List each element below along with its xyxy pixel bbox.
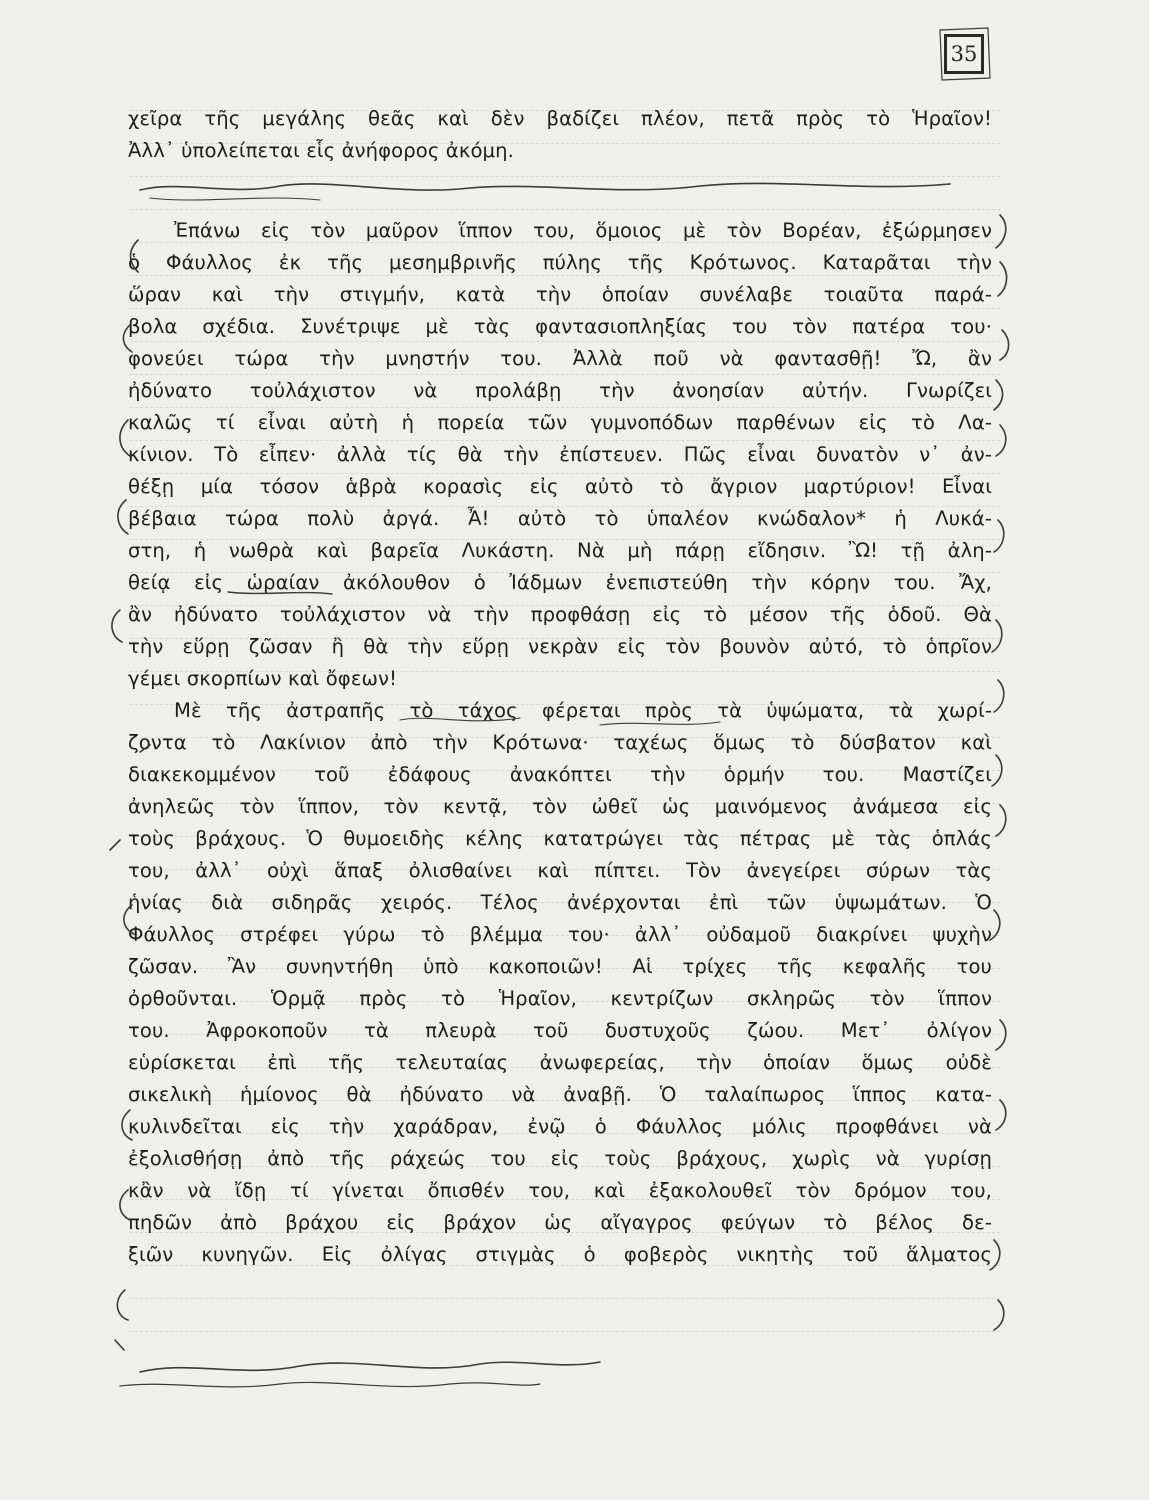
text-line: εὑρίσκεται ἐπὶ τῆς τελευταίας ἀνωφερείας, τὴν ὁποίαν ὅμως οὐδὲ <box>128 1051 992 1074</box>
text-line: ἠδύνατο τοὐλάχιστον νὰ προλάβῃ τὴν ἀνοησίαν αὐτήν. Γνωρίζει <box>128 379 992 402</box>
section-break <box>128 167 992 215</box>
text-line: ἡνίας διὰ σιδηρᾶς χειρός. Τέλος ἀνέρχονται ἐπὶ τῶν ὑψωμάτων. Ὁ <box>128 891 992 914</box>
page-number: 35 <box>944 34 984 74</box>
text-line: του. Ἀφροκοποῦν τὰ πλευρὰ τοῦ δυστυχοῦς ζώου. Μετ᾽ ὀλίγον <box>128 1019 992 1042</box>
right-margin-marks <box>990 215 1009 1330</box>
text-line: βολα σχέδια. Συνέτριψε μὲ τὰς φαντασιοπληξίας του τὸν πατέρα του· <box>128 315 992 338</box>
text-line: σικελικὴ ἡμίονος θὰ ἠδύνατο νὰ ἀναβῇ. Ὁ ταλαίπωρος ἵππος κατα- <box>128 1083 992 1106</box>
text-line: φονεύει τώρα τὴν μνηστήν του. Ἀλλὰ ποῦ νὰ φαντασθῇ! Ὤ, ἂν <box>128 347 992 370</box>
text-line: στη, ἡ νωθρὰ καὶ βαρεῖα Λυκάστη. Νὰ μὴ πάρῃ εἴδησιν. Ὢ! τῇ ἀλη- <box>128 539 992 562</box>
paragraph <box>128 215 992 695</box>
text-line: Ἀλλ᾽ ὑπολείπεται εἷς ἀνήφορος ἀκόμη. <box>128 139 514 162</box>
paragraph <box>128 103 992 167</box>
text-line: ζῶσαν. Ἂν συνηντήθη ὑπὸ κακοποιῶν! Αἱ τρίχες τῆς κεφαλῆς του <box>128 955 992 978</box>
text-line: τὴν εὕρῃ ζῶσαν ἢ θὰ τὴν εὕρῃ νεκρὰν εἰς τὸν βουνὸν αὐτό, τὸ ὁπρῖον <box>128 635 992 658</box>
text-line: ξιῶν κυνηγῶν. Εἰς ὀλίγας στιγμὰς ὁ φοβερὸς νικητὴς τοῦ ἅλματος <box>128 1243 992 1266</box>
text-line: καλῶς τί εἶναι αὐτὴ ἡ πορεία τῶν γυμνοπόδων παρθένων εἰς τὸ Λα- <box>128 411 992 434</box>
text-line: ὥραν καὶ τὴν στιγμήν, κατὰ τὴν ὁποίαν συνέλαβε τοιαῦτα παρά- <box>128 283 992 306</box>
text-line: ἀνηλεῶς τὸν ἵππον, τὸν κεντᾷ, τὸν ὠθεῖ ὡς μαινόμενος ἀνάμεσα εἰς <box>128 795 992 818</box>
text-line: ζοντα τὸ Λακίνιον ἀπὸ τὴν Κρότωνα· ταχέως ὅμως τὸ δύσβατον καὶ <box>128 731 992 754</box>
bottom-flourish-2 <box>120 1382 540 1386</box>
bottom-flourish <box>140 1362 600 1372</box>
text-line: ἐξολισθήσῃ ἀπὸ τῆς ράχεώς του εἰς τοὺς βράχους, χωρὶς νὰ γυρίσῃ <box>128 1147 992 1170</box>
text-line: ὁ Φάυλλος ἐκ τῆς μεσημβρινῆς πύλης τῆς Κρότωνος. Καταρᾶται τὴν <box>128 251 992 274</box>
text-line: κυλινδεῖται εἰς τὴν χαράδραν, ἐνῷ ὁ Φάυλλος μόλις προφθάνει νὰ <box>128 1115 992 1138</box>
text-line: ὀρθοῦνται. Ὁρμᾷ πρὸς τὸ Ἡραῖον, κεντρίζων σκληρῶς τὸν ἵππον <box>128 987 992 1010</box>
text-line: γέμει σκορπίων καὶ ὄφεων! <box>128 667 398 690</box>
text-line: θέξῃ μία τόσον ἁβρὰ κορασὶς εἰς αὐτὸ τὸ ἄγριον μαρτύριον! Εἶναι <box>128 475 992 498</box>
text-line: διακεκομμένον τοῦ ἐδάφους ἀνακόπτει τὴν ὁρμήν του. Μαστίζει <box>128 763 992 786</box>
text-line: ἂν ἠδύνατο τοὐλάχιστον νὰ τὴν προφθάσῃ εἰς τὸ μέσον τῆς ὁδοῦ. Θὰ <box>128 603 992 626</box>
paragraph <box>128 695 992 1271</box>
text-line: Ἐπάνω εἰς τὸν μαῦρον ἵππον του, ὅμοιος μὲ τὸν Βορέαν, ἐξώρμησεν <box>174 219 992 242</box>
text-line: κἂν νὰ ἴδῃ τί γίνεται ὄπισθέν του, καὶ ἐξακολουθεῖ τὸν δρόμον του, <box>128 1179 992 1202</box>
body-text <box>128 103 992 1271</box>
text-line: χεῖρα τῆς μεγάλης θεᾶς καὶ δὲν βαδίζει πλέον, πετᾶ πρὸς τὸ Ἡραῖον! <box>128 107 992 130</box>
text-line: Μὲ τῆς ἀστραπῆς τὸ τάχος φέρεται πρὸς τὰ ὑψώματα, τὰ χωρί- <box>174 699 992 722</box>
text-line: θείᾳ εἰς ὡραίαν ἀκόλουθον ὁ Ἰάδμων ἐνεπιστεύθη τὴν κόρην του. Ἄχ, <box>128 571 992 594</box>
text-line: του, ἀλλ᾽ οὐχὶ ἅπαξ ὀλισθαίνει καὶ πίπτει. Τὸν ἀνεγείρει σύρων τὰς <box>128 859 992 882</box>
text-line: βέβαια τώρα πολὺ ἀργά. Ἆ! αὐτὸ τὸ ὑπαλέον κνώδαλον* ἡ Λυκά- <box>128 507 992 530</box>
text-line: κίνιον. Τὸ εἶπεν· ἀλλὰ τίς θὰ τὴν ἐπίστευεν. Πῶς εἶναι δυνατὸν ν᾽ ἀν- <box>128 443 992 466</box>
text-line: Φάυλλος στρέφει γύρω τὸ βλέμμα του· ἀλλ᾽ οὐδαμοῦ διακρίνει ψυχὴν <box>128 923 992 946</box>
text-line: τοὺς βράχους. Ὁ θυμοειδὴς κέλης κατατρώγει τὰς πέτρας μὲ τὰς ὁπλάς <box>128 827 992 850</box>
text-line: πηδῶν ἀπὸ βράχου εἰς βράχον ὡς αἴγαγρος φεύγων τὸ βέλος δε- <box>128 1211 992 1234</box>
